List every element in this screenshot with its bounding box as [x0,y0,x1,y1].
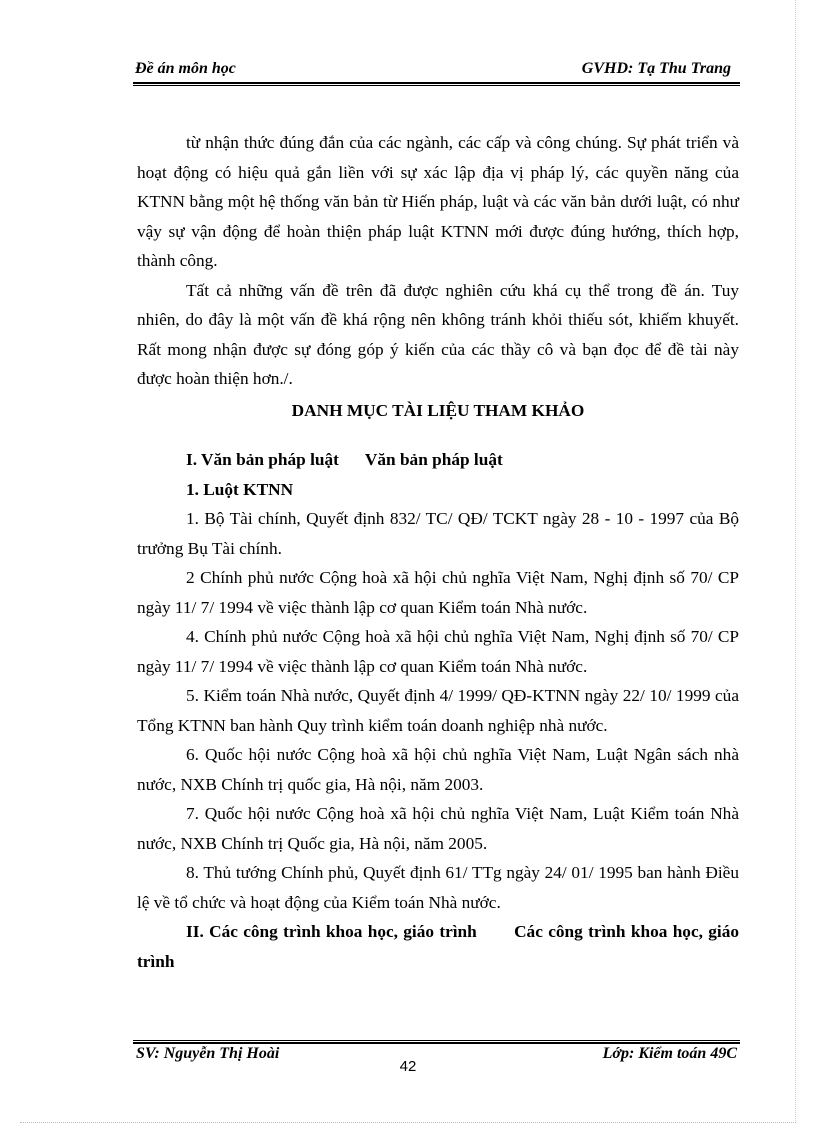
footer-class: Lớp: Kiểm toán 49C [602,1045,737,1062]
page-header [133,60,739,82]
section-1-label-repeat: Văn bản pháp luật [364,450,503,469]
header-course-title: Đề án môn học [135,60,236,77]
reference-item: 4. Chính phủ nước Cộng hoà xã hội chủ nghĩa Việt Nam, Nghị định số 70/ CP ngày 11/ 7/ 1994 về việc thành lập cơ quan Kiểm toán Nhà nước. [137,627,739,676]
header-rule [133,82,740,84]
references-section-2-heading: II. Các công trình khoa học, giáo trình Các công trình khoa học, giáo trình [137,922,744,971]
references-subsection-1: 1. Luột KTNN [186,479,294,499]
footer-student-name: SV: Nguyễn Thị Hoài [136,1045,280,1062]
header-supervisor: GVHD: Tạ Thu Trang [581,60,731,77]
reference-item: 1. Bộ Tài chính, Quyết định 832/ TC/ QĐ/ TCKT ngày 28 - 10 - 1997 của Bộ trưởng Bụ Tài chính. [137,509,739,558]
paragraph-conclusion-2: Tất cả những vấn đề trên đã được nghiên cứu khá cụ thể trong đề án. Tuy nhiên, do đây là một vấn đề khá rộng nên không tránh khỏi thiếu sót, khiếm khuyết. Rất mong nhận được sự đóng góp ý kiến của các thầy cô và bạn đọc để đề tài này được hoàn thiện hơn./. [137,280,739,388]
references-section-1-heading [137,445,739,475]
references-title: DANH MỤC TÀI LIỆU THAM KHẢO [291,400,585,420]
reference-item: 8. Thủ tướng Chính phủ, Quyết định 61/ TTg ngày 24/ 01/ 1995 ban hành Điều lệ về tổ chức và hoạt động của Kiểm toán Nhà nước. [137,863,739,912]
reference-item: 6. Quốc hội nước Cộng hoà xã hội chủ nghĩa Việt Nam, Luật Ngân sách nhà nước, NXB Chính trị quốc gia, Hà nội, năm 2003. [137,745,739,794]
reference-item: 2 Chính phủ nước Cộng hoà xã hội chủ nghĩa Việt Nam, Nghị định số 70/ CP ngày 11/ 7/ 1994 về việc thành lập cơ quan Kiểm toán Nhà nước. [137,568,739,617]
page-edge-right [795,0,796,1123]
footer-rule-thin [133,1040,740,1041]
header-rule-thin [133,85,740,86]
footer-rule [133,1042,740,1044]
page-number: 42 [399,1058,417,1075]
reference-item: 5. Kiểm toán Nhà nước, Quyết định 4/ 1999/ QĐ-KTNN ngày 22/ 10/ 1999 của Tổng KTNN ban hành Quy trình kiểm toán doanh nghiệp nhà nước. [137,686,739,735]
document-body [137,128,744,976]
reference-item: 7. Quốc hội nước Cộng hoà xã hội chủ nghĩa Việt Nam, Luật Kiểm toán Nhà nước, NXB Chính trị Quốc gia, Hà nội, năm 2005. [137,804,739,853]
section-1-label: I. Văn bản pháp luật [186,450,339,469]
paragraph-conclusion-1: từ nhận thức đúng đắn của các ngành, các cấp và công chúng. Sự phát triển và hoạt động có hiệu quả gắn liền với sự xác lập địa vị pháp lý, các quyền năng của KTNN bằng một hệ thống văn bản từ Hiến pháp, luật và các văn bản dưới luật, có như vậy sự vận động để hoàn thiện pháp luật KTNN mới được đúng hướng, thích hợp, thành công. [137,133,739,270]
